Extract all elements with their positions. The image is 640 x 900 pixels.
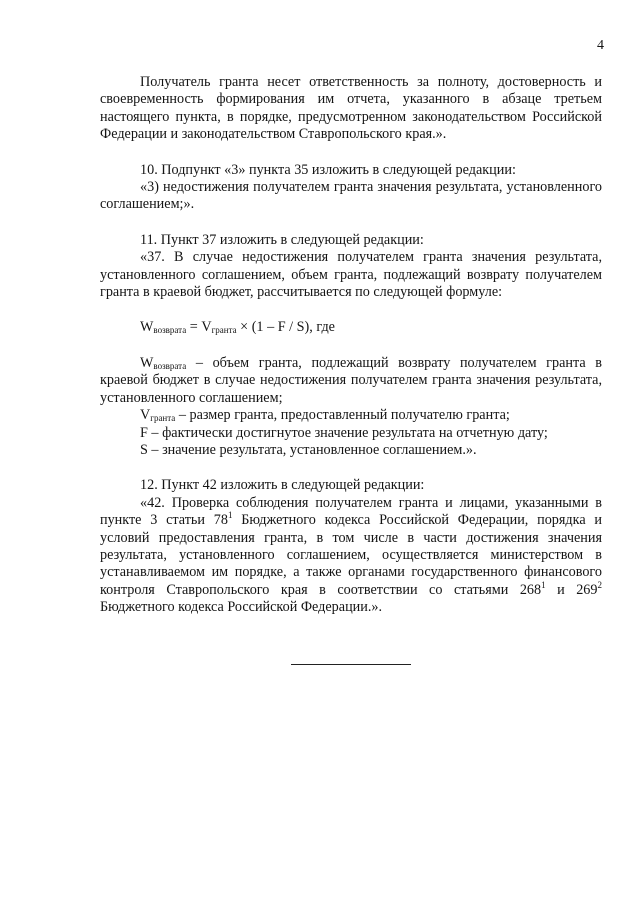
formula-w-subscript: возврата: [153, 325, 187, 336]
item-12-part-2: Бюджетного кодекса Российской Федерации, порядка и условий предоставления гранта, в том числе в части достижения значения результата, установленного соглашением, осуществляется министерством в устанавливаемом им порядке, а также органами государственного финансового контроля Ставропольского края в соответствии со статьями 268: [100, 512, 602, 598]
definition-w-symbol: W: [140, 354, 154, 371]
item-12-part-4: Бюджетного кодекса Российской Федерации.».: [100, 599, 383, 616]
formula-eq: =: [186, 319, 202, 336]
item-10-heading: 10. Подпункт «3» пункта 35 изложить в следующей редакции:: [140, 161, 516, 178]
item-12-part-3: и 269: [545, 581, 598, 598]
formula-w: W: [140, 319, 154, 336]
formula-rest: × (1 – F / S), где: [236, 319, 335, 336]
formula: [100, 319, 602, 336]
paragraph-responsibility: Получатель гранта несет ответственность за полноту, достоверность и своевременность формирования им отчета, указанного в абзаце третьем настоящего пункта, в порядке, предусмотренном законодательством Российской Федерации и законодательством Ставропольского края.».: [100, 74, 602, 143]
document-body: [100, 74, 602, 617]
definition-w: [100, 355, 602, 407]
item-12-sup-2: 1: [541, 579, 546, 590]
item-12-heading: 12. Пункт 42 изложить в следующей редакции:: [140, 477, 425, 494]
page-number: 4: [597, 38, 604, 53]
item-12-sup-3: 2: [597, 579, 602, 590]
definition-w-subscript: возврата: [153, 360, 187, 371]
item-11-text: «37. В случае недостижения получателем гранта значения результата, установленного соглашением, объем гранта, подлежащий возврату получателем гранта в краевой бюджет, рассчитывается по следующей формуле:: [100, 249, 602, 301]
item-10-text: «3) недостижения получателем гранта значения результата, установленного соглашением;».: [100, 179, 602, 213]
definition-v-symbol: V: [140, 407, 151, 424]
definition-v-subscript: гранта: [150, 413, 176, 424]
item-11-heading: 11. Пункт 37 изложить в следующей редакции:: [140, 231, 424, 248]
definition-w-text: – объем гранта, подлежащий возврату получателем гранта в краевой бюджет в случае недостижения получателем гранта значения результата, установленного соглашением;: [100, 354, 602, 406]
definition-v: [100, 407, 602, 424]
formula-v-subscript: гранта: [211, 325, 237, 336]
definition-s: S – значение результата, установленное соглашением.».: [140, 441, 477, 458]
item-12-part-1: «42. Проверка соблюдения получателем гранта и лицами, указанными в пункте 3 статьи 78: [100, 494, 602, 529]
definition-f: F – фактически достигнутое значение результата на отчетную дату;: [140, 424, 548, 441]
end-divider-line: [291, 664, 411, 665]
item-12-text: [100, 495, 602, 617]
definition-v-text: – размер гранта, предоставленный получателю гранта;: [175, 407, 510, 424]
item-12-sup-1: 1: [227, 510, 233, 521]
formula-v: V: [201, 319, 212, 336]
